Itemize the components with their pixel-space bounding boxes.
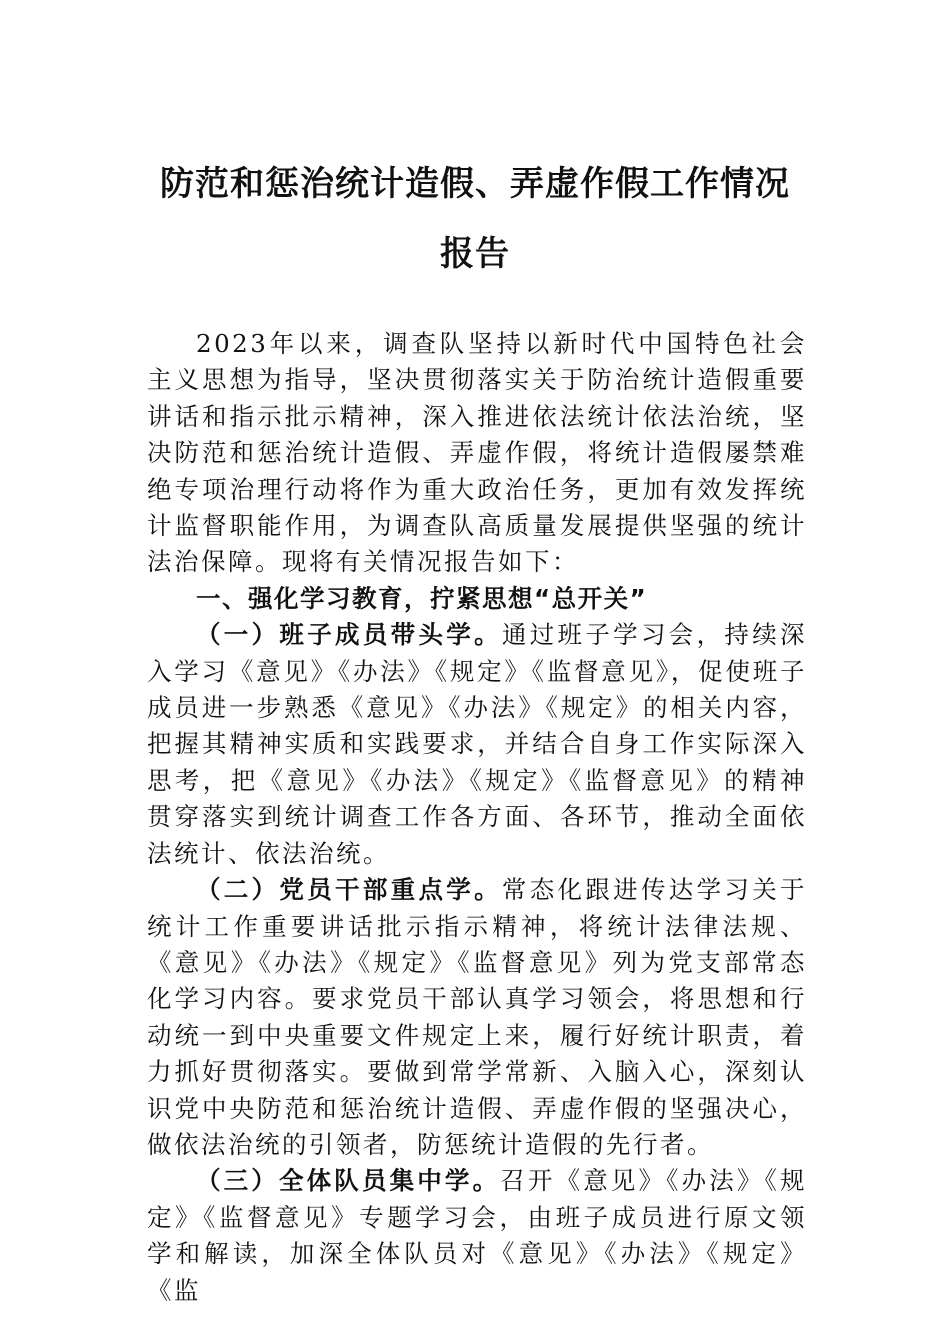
item-text: 召开《意见》《办法》《规定》《监督意见》专题学习会，由班子成员进行原文领学和解读，加深全体队员对《意见》《办法》《规定》《监 (147, 1166, 807, 1305)
section-heading: 一、强化学习教育，拧紧思想“总开关” (196, 583, 648, 613)
item-lead: （一）班子成员带头学。 (196, 620, 502, 650)
item-lead: （三）全体队员集中学。 (196, 1166, 501, 1196)
document-title-line1: 防范和惩治统计造假、弄虚作假工作情况 (160, 164, 790, 204)
document-title-line2: 报告 (440, 234, 510, 274)
paragraph-item-2 (147, 872, 807, 1163)
intro-paragraph: 2023年以来，调查队坚持以新时代中国特色社会主义思想为指导，坚决贯彻落实关于防治统计造假重要讲话和指示批示精神，深入推进依法统计依法治统，坚决防范和惩治统计造假、弄虚作假，将统计造假屡禁难绝专项治理行动将作为重大政治任务，更加有效发挥统计监督职能作用，为调查队高质量发展提供坚强的统计法治保障。现将有关情况报告如下： (147, 329, 807, 577)
document-body (147, 326, 807, 1309)
item-lead: （二）党员干部重点学。 (196, 875, 502, 905)
item-text: 常态化跟进传达学习关于统计工作重要讲话批示指示精神，将统计法律法规、《意见》《办法》《规定》《监督意见》列为党支部常态化学习内容。要求党员干部认真学习领会，将思想和行动统一到中央重要文件规定上来，履行好统计职责，着力抓好贯彻落实。要做到常学常新、入脑入心，深刻认识党中央防范和惩治统计造假、弄虚作假的坚强决心，做依法治统的引领者，防惩统计造假的先行者。 (147, 875, 808, 1159)
item-text: 通过班子学习会，持续深入学习《意见》《办法》《规定》《监督意见》，促使班子成员进一步熟悉《意见》《办法》《规定》的相关内容，把握其精神实质和实践要求，并结合自身工作实际深入思考，把《意见》《办法》《规定》《监督意见》的精神贯穿落实到统计调查工作各方面、各环节，推动全面依法统计、依法治统。 (147, 620, 808, 868)
paragraph-item-3 (147, 1163, 807, 1309)
paragraph-item-1 (147, 617, 807, 872)
